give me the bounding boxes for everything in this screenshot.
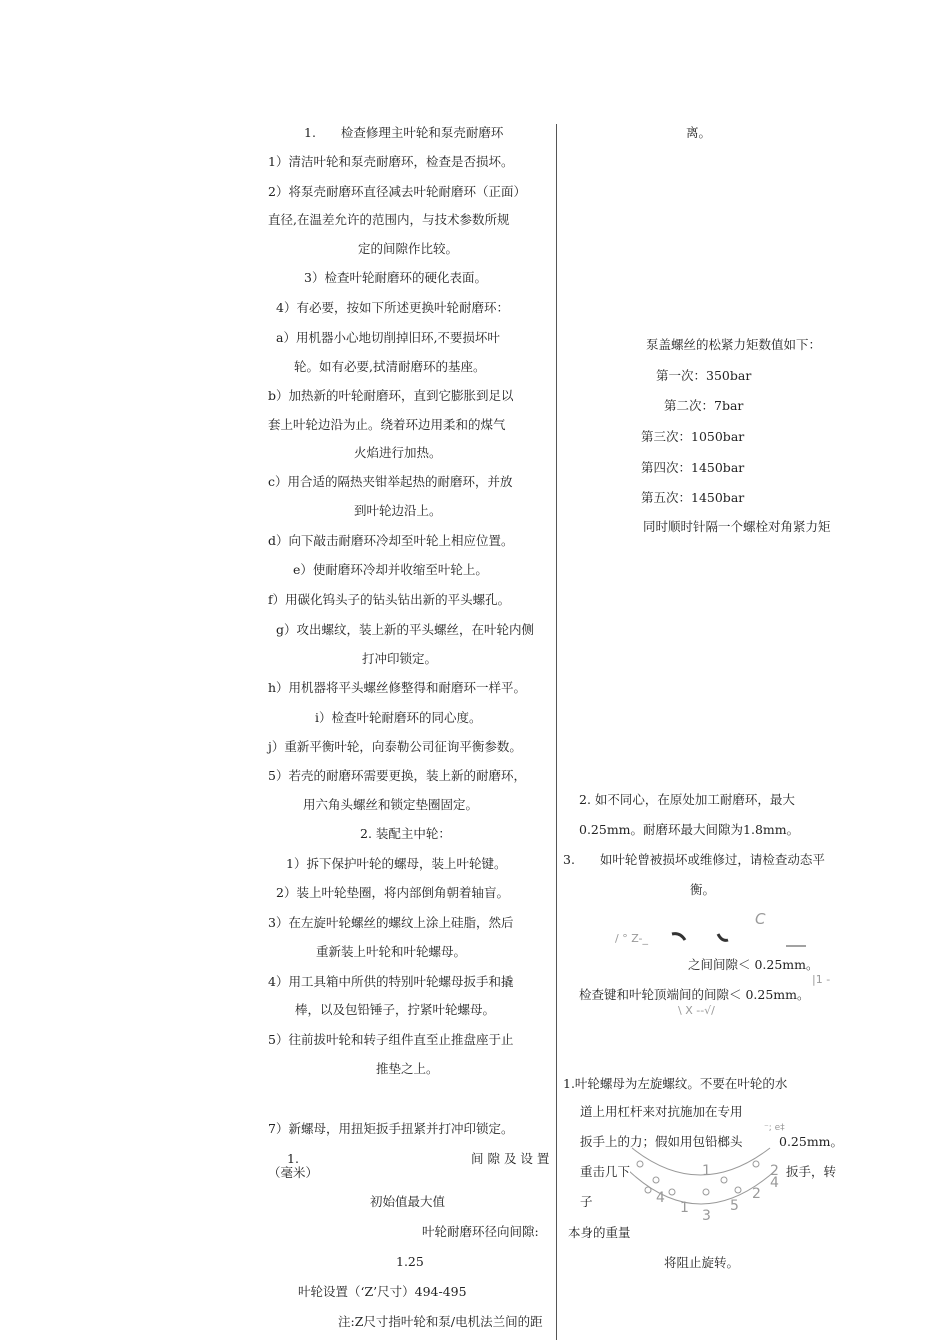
balance-line: 3. 如叶轮曾被损坏或维修过，请检查动态平 [563, 852, 825, 867]
nut-tightening-diagram [620, 1140, 780, 1230]
gap-label: 叶轮耐磨环径向间隙: [422, 1224, 539, 1239]
gap-section-title: 间 隙 及 设 置 [471, 1151, 550, 1166]
sketch-label-c: C [755, 910, 766, 928]
text-line: 推垫之上。 [376, 1061, 439, 1076]
text-line: 2）装上叶轮垫圈，将内部倒角朝着轴盲。 [276, 885, 509, 900]
key-gap-line: 检查键和叶轮顶端间的间隙＜ 0.25mm。 [579, 987, 810, 1002]
sketch-marks: ⁻; e‡ [764, 1123, 785, 1133]
text-line: i）检查叶轮耐磨环的同心度。 [315, 710, 482, 725]
continuation-text: 离。 [686, 125, 712, 140]
bolt-number: 4 [656, 1190, 665, 1206]
text-line: f）用碳化钨头子的钻头钻出新的平头螺孔。 [268, 592, 511, 607]
text-line: d）向下敲击耐磨环冷却至叶轮上相应位置。 [268, 533, 514, 548]
z-dimension-note: 注:Z尺寸指叶轮和泵/电机法兰间的距 [338, 1314, 543, 1329]
text-line: 轮。如有必要,拭清耐磨环的基座。 [294, 359, 486, 374]
text-line: h）用机器将平头螺丝修整得和耐磨环一样平。 [268, 680, 527, 695]
text-line: 5）若壳的耐磨环需要更换，装上新的耐磨环， [268, 768, 526, 783]
text-line: 定的间隙作比较。 [358, 241, 459, 256]
text-line: 打冲印锁定。 [362, 651, 438, 666]
gap-table-header: 初始值最大值 [370, 1194, 446, 1209]
sketch-marks: / ° Z-_ [615, 932, 649, 945]
warning-line: 0.25mm。 [779, 1134, 844, 1149]
text-line: 1）拆下保护叶轮的螺母，装上叶轮键。 [286, 856, 507, 871]
text-line: j）重新平衡叶轮，向泰勒公司征询平衡参数。 [268, 739, 522, 754]
warning-line: 将阻止旋转。 [664, 1255, 740, 1270]
text-line: 4）用工具箱中所供的特别叶轮螺母扳手和撬 [268, 974, 514, 989]
key-gap-line: 之间间隙＜ 0.25mm。 [688, 957, 819, 972]
text-line: 2）将泵壳耐磨环直径减去叶轮耐磨环（正面） [268, 184, 526, 199]
section-heading: 1. 检查修理主叶轮和泵壳耐磨环 [304, 125, 504, 140]
torque-step: 第一次：350bar [656, 368, 752, 383]
gap-value: 1.25 [396, 1254, 424, 1269]
text-line: 3）检查叶轮耐磨环的硬化表面。 [304, 270, 487, 285]
text-line: a）用机器小心地切削掉旧环,不要损坏叶 [276, 330, 500, 345]
warning-line: 本身的重量 [568, 1225, 631, 1240]
bolt-number: 3 [702, 1208, 711, 1224]
bolt-number: 5 [730, 1198, 739, 1214]
torque-step: 第二次：7bar [664, 398, 744, 413]
text-line: 直径,在温差允许的范围内，与技术参数所规 [268, 212, 510, 227]
bolt-number: 4 [770, 1175, 779, 1191]
warning-line: 扳手上的力；假如用包铅榔头 [580, 1134, 743, 1149]
bolt-number: 1 [702, 1163, 711, 1179]
text-line: 棒，以及包铅锤子，拧紧叶轮螺母。 [295, 1002, 496, 1017]
text-line: e）使耐磨环冷却并收缩至叶轮上。 [293, 562, 488, 577]
warning-line: 1.叶轮螺母为左旋螺纹。不要在叶轮的水 [563, 1076, 788, 1091]
text-line: 4）有必要，按如下所述更换叶轮耐磨环： [276, 300, 509, 315]
bolt-number: 2 [770, 1163, 779, 1179]
torque-note: 同时顺时针隔一个螺栓对角紧力矩 [643, 519, 831, 534]
gap-section-unit: （毫米） [268, 1165, 319, 1180]
text-line: 套上叶轮边沿为止。绕着环边用柔和的煤气 [268, 417, 506, 432]
warning-line: 子 [580, 1194, 593, 1209]
text-line: g）攻出螺纹，装上新的平头螺丝，在叶轮内侧 [276, 622, 535, 637]
sketch-marks: |1 - [812, 973, 831, 986]
text-line: b）加热新的叶轮耐磨环，直到它膨胀到足以 [268, 388, 514, 403]
torque-step: 第三次：1050bar [641, 429, 745, 444]
text-line: 用六角头螺丝和锁定垫圈固定。 [303, 797, 479, 812]
warning-line: 重击几下 [580, 1164, 631, 1179]
text-line: 重新装上叶轮和叶轮螺母。 [316, 944, 467, 959]
torque-title: 泵盖螺丝的松紧力矩数值如下： [646, 337, 822, 352]
text-line: 火焰进行加热。 [354, 445, 442, 460]
impeller-setting: 叶轮设置（‘Z’尺寸）494-495 [298, 1284, 467, 1299]
column-divider [556, 124, 557, 1340]
balance-line: 衡。 [690, 882, 716, 897]
text-line: c）用合适的隔热夹钳举起热的耐磨环，并放 [268, 474, 513, 489]
text-line: 5）往前拔叶轮和转子组件直至止推盘座于止 [268, 1032, 514, 1047]
text-line: 1）清洁叶轮和泵壳耐磨环，检查是否损坏。 [268, 154, 514, 169]
sketch-marks: \ X --√/ [678, 1004, 715, 1017]
warning-line: 道上用杠杆来对抗施加在专用 [580, 1104, 743, 1119]
torque-step: 第四次：1450bar [641, 460, 745, 475]
text-line: 3）在左旋叶轮螺丝的螺纹上涂上硅脂，然后 [268, 915, 514, 930]
bolt-number: 1 [680, 1200, 689, 1216]
section-heading: 2. 装配主中轮： [360, 826, 451, 841]
text-line: 7）新螺母，用扭矩扳手扭紧并打冲印锁定。 [268, 1121, 514, 1136]
bolt-number: 2 [752, 1186, 761, 1202]
concentricity-line: 0.25mm。耐磨环最大间隙为1.8mm。 [579, 822, 800, 837]
warning-line: 扳手，转 [786, 1164, 837, 1179]
text-line: 到叶轮边沿上。 [354, 503, 442, 518]
gap-section-number: 1. [287, 1151, 299, 1166]
concentricity-line: 2. 如不同心，在原处加工耐磨环，最大 [579, 792, 795, 807]
torque-step: 第五次：1450bar [641, 490, 745, 505]
